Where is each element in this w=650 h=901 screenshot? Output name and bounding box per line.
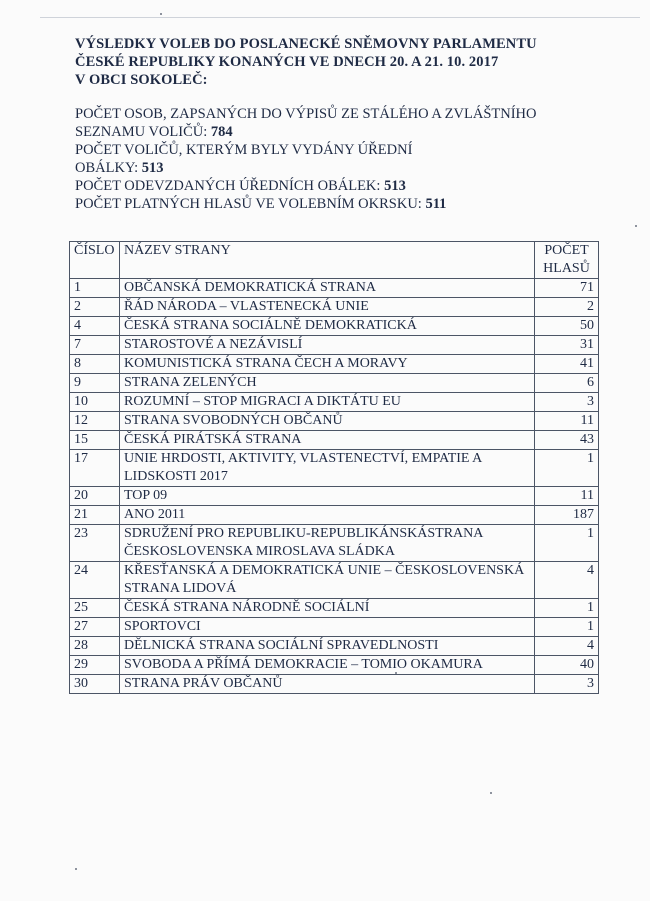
table-row [70, 374, 599, 393]
table-row [70, 656, 599, 675]
title-line: VÝSLEDKY VOLEB DO POSLANECKÉ SNĚMOVNY PARLAMENTU [75, 36, 537, 52]
envelopes-issued-line: OBÁLKY: 513 [75, 160, 164, 176]
cell-number: 17 [70, 450, 120, 487]
cell-party: STRANA ZELENÝCH [120, 374, 535, 393]
cell-party: STRANA PRÁV OBČANŮ [120, 675, 535, 694]
cell-party: STRANA SVOBODNÝCH OBČANŮ [120, 412, 535, 431]
cell-number: 1 [70, 279, 120, 298]
table-row [70, 298, 599, 317]
table-header-row [70, 242, 599, 279]
scan-speck [635, 225, 637, 227]
cell-number: 15 [70, 431, 120, 450]
cell-number: 24 [70, 562, 120, 599]
registered-voters-line: SEZNAMU VOLIČŮ: 784 [75, 124, 233, 140]
registered-voters-label: POČET OSOB, ZAPSANÝCH DO VÝPISŮ ZE STÁLÉHO A ZVLÁŠTNÍHO [75, 106, 537, 122]
cell-party: DĚLNICKÁ STRANA SOCIÁLNÍ SPRAVEDLNOSTI [120, 637, 535, 656]
envelopes-issued-value: 513 [141, 160, 164, 176]
cell-party: OBČANSKÁ DEMOKRATICKÁ STRANA [120, 279, 535, 298]
cell-votes: 71 [535, 279, 599, 298]
cell-number: 9 [70, 374, 120, 393]
cell-number: 29 [70, 656, 120, 675]
cell-party: SVOBODA A PŘÍMÁ DEMOKRACIE – TOMIO OKAMURA [120, 656, 535, 675]
table-row [70, 431, 599, 450]
cell-number: 12 [70, 412, 120, 431]
cell-votes: 3 [535, 675, 599, 694]
cell-votes: 41 [535, 355, 599, 374]
table-row [70, 393, 599, 412]
cell-votes: 187 [535, 506, 599, 525]
table-row [70, 487, 599, 506]
cell-votes: 1 [535, 450, 599, 487]
cell-votes: 6 [535, 374, 599, 393]
scan-speck [490, 792, 492, 794]
cell-party: TOP 09 [120, 487, 535, 506]
table-row [70, 675, 599, 694]
scan-speck [160, 13, 162, 15]
envelopes-returned-line: POČET ODEVZDANÝCH ÚŘEDNÍCH OBÁLEK: 513 [75, 178, 406, 194]
cell-votes: 11 [535, 412, 599, 431]
cell-number: 8 [70, 355, 120, 374]
table-row [70, 450, 599, 487]
registered-voters-value: 784 [210, 124, 233, 140]
cell-number: 20 [70, 487, 120, 506]
cell-party: ŘÁD NÁRODA – VLASTENECKÁ UNIE [120, 298, 535, 317]
cell-party: ČESKÁ PIRÁTSKÁ STRANA [120, 431, 535, 450]
scan-edge-line [40, 17, 640, 18]
cell-number: 30 [70, 675, 120, 694]
cell-votes: 40 [535, 656, 599, 675]
cell-party: ČESKÁ STRANA NÁRODNĚ SOCIÁLNÍ [120, 599, 535, 618]
cell-votes: 1 [535, 599, 599, 618]
scan-speck [75, 868, 77, 870]
title-line: ČESKÉ REPUBLIKY KONANÝCH VE DNECH 20. A 21. 10. 2017 [75, 54, 499, 70]
cell-number: 21 [70, 506, 120, 525]
envelopes-returned-value: 513 [384, 178, 406, 194]
header-number: ČÍSLO [70, 242, 120, 279]
cell-party: UNIE HRDOSTI, AKTIVITY, VLASTENECTVÍ, EMPATIE A LIDSKOSTI 2017 [120, 450, 535, 487]
valid-votes-value: 511 [425, 196, 447, 212]
cell-party: KOMUNISTICKÁ STRANA ČECH A MORAVY [120, 355, 535, 374]
cell-votes: 4 [535, 637, 599, 656]
cell-votes: 1 [535, 618, 599, 637]
cell-number: 27 [70, 618, 120, 637]
cell-party: ROZUMNÍ – STOP MIGRACI A DIKTÁTU EU [120, 393, 535, 412]
title-line: V OBCI SOKOLEČ: [75, 72, 208, 88]
cell-number: 25 [70, 599, 120, 618]
cell-votes: 4 [535, 562, 599, 599]
cell-votes: 11 [535, 487, 599, 506]
table-row [70, 355, 599, 374]
cell-party: KŘESŤANSKÁ A DEMOKRATICKÁ UNIE – ČESKOSLOVENSKÁ STRANA LIDOVÁ [120, 562, 535, 599]
table-row [70, 506, 599, 525]
cell-number: 7 [70, 336, 120, 355]
cell-party: ANO 2011 [120, 506, 535, 525]
document-title [75, 35, 635, 89]
cell-votes: 50 [535, 317, 599, 336]
cell-votes: 31 [535, 336, 599, 355]
cell-number: 28 [70, 637, 120, 656]
summary-stats [75, 105, 635, 213]
table-row [70, 637, 599, 656]
header-party: NÁZEV STRANY [120, 242, 535, 279]
table-row [70, 618, 599, 637]
valid-votes-line: POČET PLATNÝCH HLASŮ VE VOLEBNÍM OKRSKU: 511 [75, 196, 447, 212]
table-row [70, 336, 599, 355]
cell-number: 2 [70, 298, 120, 317]
cell-party: SPORTOVCI [120, 618, 535, 637]
table-row [70, 412, 599, 431]
header-votes: POČET HLASŮ [535, 242, 599, 279]
cell-number: 23 [70, 525, 120, 562]
table-row [70, 562, 599, 599]
cell-votes: 43 [535, 431, 599, 450]
cell-party: ČESKÁ STRANA SOCIÁLNĚ DEMOKRATICKÁ [120, 317, 535, 336]
cell-votes: 1 [535, 525, 599, 562]
table-row [70, 525, 599, 562]
cell-votes: 3 [535, 393, 599, 412]
table-row [70, 599, 599, 618]
table-row [70, 317, 599, 336]
cell-number: 10 [70, 393, 120, 412]
cell-number: 4 [70, 317, 120, 336]
table-body [70, 279, 599, 694]
cell-party: SDRUŽENÍ PRO REPUBLIKU-REPUBLIKÁNSKÁSTRANA ČESKOSLOVENSKA MIROSLAVA SLÁDKA [120, 525, 535, 562]
envelopes-issued-label: POČET VOLIČŮ, KTERÝM BYLY VYDÁNY ÚŘEDNÍ [75, 142, 413, 158]
cell-party: STAROSTOVÉ A NEZÁVISLÍ [120, 336, 535, 355]
cell-votes: 2 [535, 298, 599, 317]
results-table [69, 241, 599, 694]
table-row [70, 279, 599, 298]
